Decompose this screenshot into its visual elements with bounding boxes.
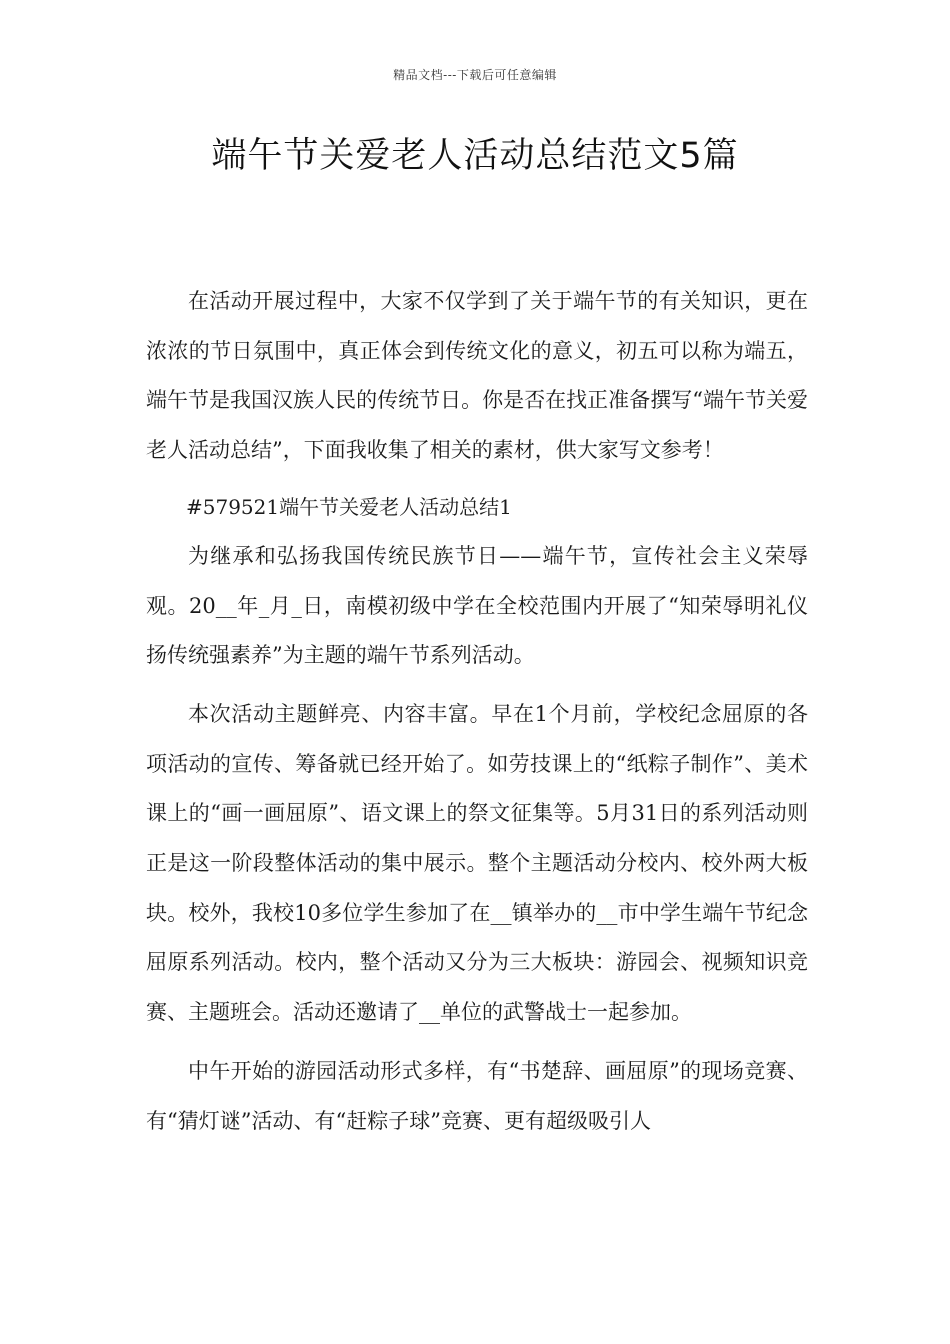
section-heading: #579521端午节关爱老人活动总结1 (186, 494, 512, 519)
document-title: 端午节关爱老人活动总结范文5篇 (211, 136, 739, 176)
body-paragraph-1: 为继承和弘扬我国传统民族节日——端午节，宣传社会主义荣辱观。20__年_月_日，南模初级中学在全校范围内开展了“知荣辱明礼仪扬传统强素养”为主题的端午节系列活动。 (146, 543, 808, 668)
document-body (146, 277, 808, 1155)
body-paragraph-2: 本次活动主题鲜亮、内容丰富。早在1个月前，学校纪念屈原的各项活动的宣传、筹备就已经开始了。如劳技课上的“纸粽子制作”、美术课上的“画一画屈原”、语文课上的祭文征集等。5月31日的系列活动则正是这一阶段整体活动的集中展示。整个主题活动分校内、校外两大板块。校外，我校10多位学生参加了在__镇举办的__市中学生端午节纪念屈原系列活动。校内，整个活动又分为三大板块：游园会、视频知识竞赛、主题班会。活动还邀请了__单位的武警战士一起参加。 (146, 701, 808, 1025)
body-paragraph-3: 中午开始的游园活动形式多样，有“书楚辞、画屈原”的现场竞赛、有“猜灯谜”活动、有“赶粽子球”竞赛、更有超级吸引人 (146, 1058, 808, 1133)
intro-paragraph: 在活动开展过程中，大家不仅学到了关于端午节的有关知识，更在浓浓的节日氛围中，真正体会到传统文化的意义，初五可以称为端五，端午节是我国汉族人民的传统节日。你是否在找正准备撰写“端午节关爱老人活动总结”，下面我收集了相关的素材，供大家写文参考！ (146, 289, 808, 463)
header-note: 精品文档---下载后可任意编辑 (393, 68, 557, 82)
